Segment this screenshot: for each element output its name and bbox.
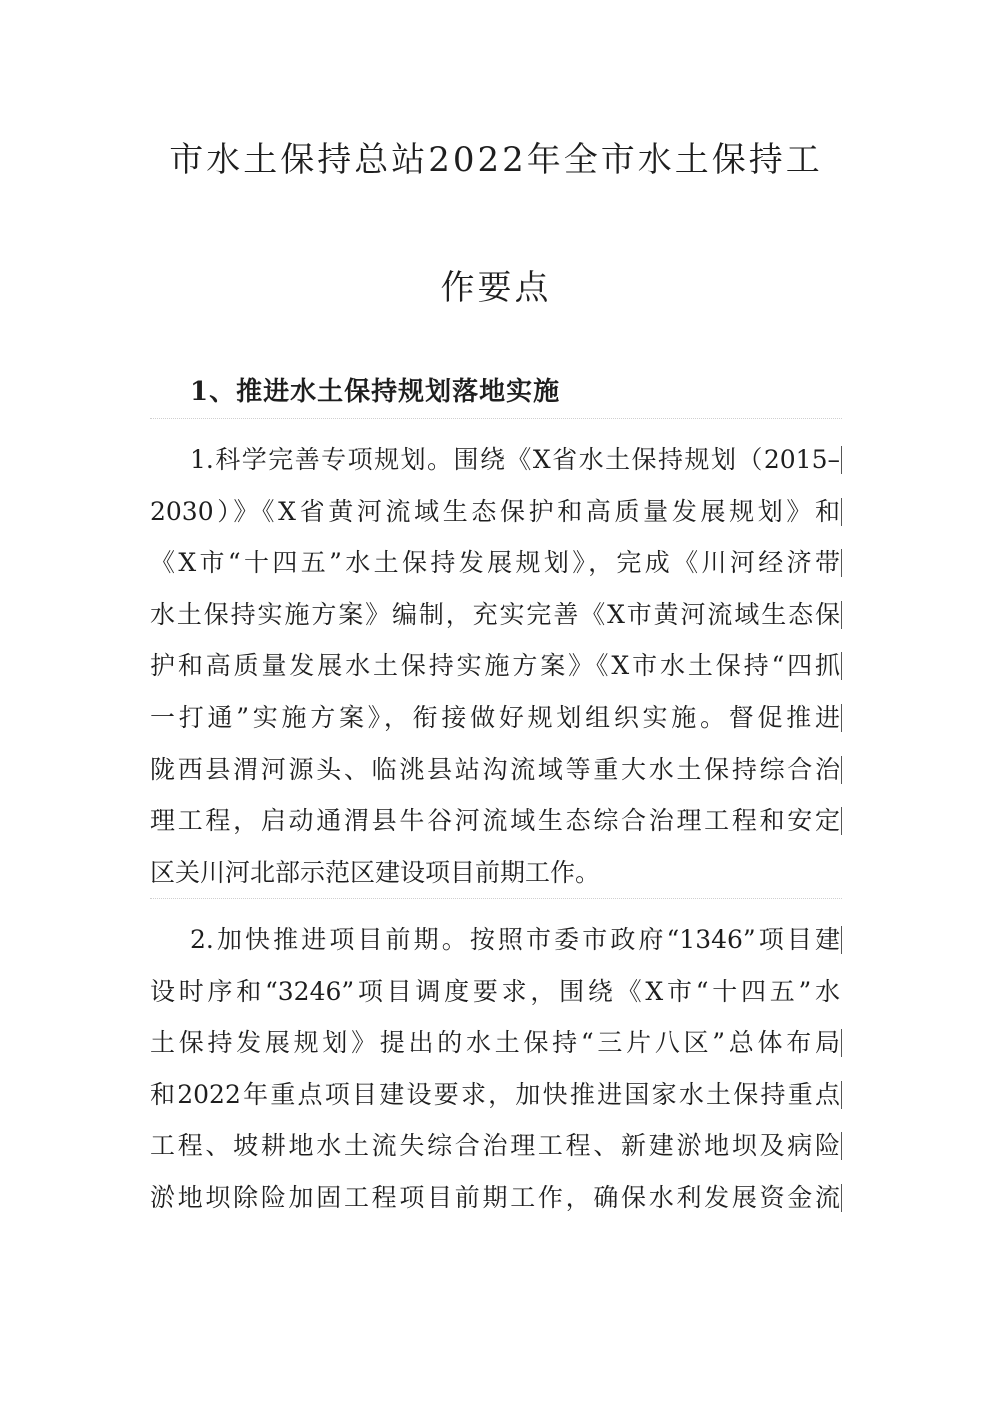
divider: [150, 898, 842, 899]
section-heading: 1、推进水土保持规划落地实施: [190, 377, 561, 407]
paragraph-line: 陇西县渭河源头、临洮县站沟流域等重大水土保持综合治: [150, 744, 840, 796]
title-line: 市水土保持总站2022年全市水土保持工: [169, 140, 823, 180]
paragraph-line: 2030）》《X省黄河流域生态保护和高质量发展规划》和: [150, 486, 840, 538]
paragraph-1: [150, 434, 840, 898]
title-line: 作要点: [440, 268, 552, 308]
paragraph-2: [150, 914, 840, 1224]
document-title: [150, 96, 842, 352]
paragraph-line: 理工程，启动通渭县牛谷河流域生态综合治理工程和安定: [150, 795, 840, 847]
paragraph-line: 2.加快推进项目前期。按照市委市政府“1346”项目建: [150, 914, 840, 966]
paragraph-line: 《X市“十四五”水土保持发展规划》，完成《川河经济带: [150, 537, 840, 589]
paragraph-line: 设时序和“3246”项目调度要求，围绕《X市“十四五”水: [150, 976, 840, 1006]
paragraph-line: 区关川河北部示范区建设项目前期工作。: [150, 857, 601, 887]
paragraph-line: 1.科学完善专项规划。围绕《X省水土保持规划（2015–: [150, 434, 840, 486]
divider: [150, 418, 842, 419]
paragraph-line: 水土保持实施方案》编制，充实完善《X市黄河流域生态保: [150, 589, 840, 641]
paragraph-line: 土保持发展规划》提出的水土保持“三片八区”总体布局: [150, 1017, 840, 1069]
paragraph-line: 护和高质量发展水土保持实施方案》《X市水土保持“四抓: [150, 640, 840, 692]
paragraph-line: 淤地坝除险加固工程项目前期工作，确保水利发展资金流: [150, 1172, 840, 1224]
paragraph-line: 工程、坡耕地水土流失综合治理工程、新建淤地坝及病险: [150, 1120, 840, 1172]
paragraph-line: 和2022年重点项目建设要求，加快推进国家水土保持重点: [150, 1069, 840, 1121]
paragraph-line: 一打通”实施方案》，衔接做好规划组织实施。督促推进: [150, 692, 840, 744]
